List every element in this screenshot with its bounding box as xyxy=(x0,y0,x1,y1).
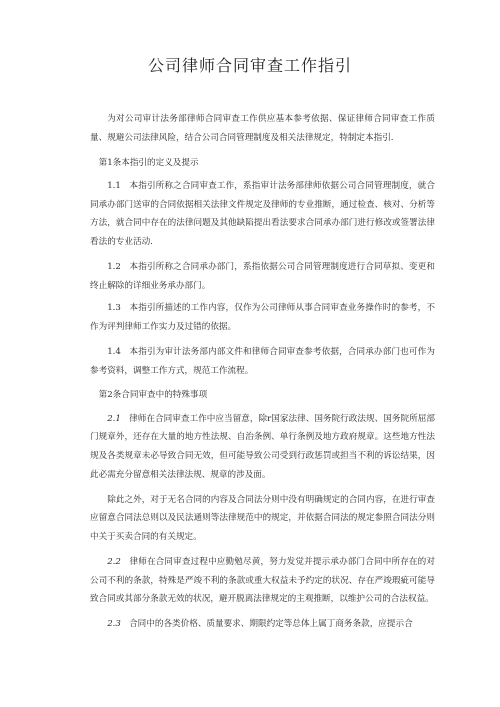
clause-number: 2.3 xyxy=(107,619,121,630)
clause-text: 本指引所称之合同审查工作，系指审计法务部律师依据公司合同管理制度，就合同承办部门送审的合同依据相关法律文件规定及律师的专业推断，通过检查、核对、分析等方法，就合同中存在的法律问题及其他缺陷提出看法要求合同承办部门进行修改或签署法律看法的专业活动. xyxy=(90,180,435,247)
document-body xyxy=(90,110,435,640)
clause-text: 本指引所称之合同承办部门，系指依据公司合同管理制度进行合同草拟、变更和终止解除的详细业务承办部门。 xyxy=(90,261,435,291)
clause-1-2 xyxy=(90,258,435,295)
section-heading-2: 第2条合同审查中的特殊事项 xyxy=(98,390,208,401)
section-heading-1: 第1条本指引的定义及提示 xyxy=(98,157,199,168)
clause-1-3 xyxy=(90,299,435,336)
clause-text: 除此之外，对于无名合同的内容及合同法分则中没有明确规定的合同内容，在进行审查应留意合同法总则以及民法通则等法律规范中的规定，并依据合同法的规定参照合同法分则中关于买卖合同的有关规定。 xyxy=(90,494,435,542)
clause-2-1-continued xyxy=(90,491,435,547)
clause-text: 本指引为审计法务部内部文件和律师合同审查参考依据，合同承办部门也可作为参考资料，调整工作方式，规范工作流程。 xyxy=(90,346,435,376)
document-title: 公司律师合同审查工作指引 xyxy=(147,56,352,75)
clause-number: 1.2 xyxy=(107,261,121,272)
clause-number: 1.1 xyxy=(107,180,121,191)
clause-number: 1.4 xyxy=(107,346,121,357)
clause-number: 2.1 xyxy=(107,413,121,424)
clause-text: 本指引所描述的工作内容，仅作为公司律师从事合同审查业务操作时的参考，不作为评判律师工作实力及过错的依据。 xyxy=(90,303,435,332)
clause-text: 合同中的各类价格、质量要求、期限约定等总体上属丁商务条款，应提示合 xyxy=(129,619,413,630)
clause-number: 1.3 xyxy=(107,303,121,314)
clause-text: 律师在合同审查过程中应勤勉尽黄，努力发觉并提示承办部门合同中所存在的对公司不利的条款，特殊是严竣不利的条款或重大权益未予约定的状况、存在严竣瑕疵可能导致合同或其部分条款无效的状况，避开脱离法律规定的主观推断，以维护公司的合法权益。 xyxy=(90,556,435,605)
clause-2-2 xyxy=(90,553,435,609)
clause-1-4 xyxy=(90,343,435,380)
clause-2-3 xyxy=(90,615,435,634)
clause-text: 律师在合同审查工作中应当留意，除r国家法律、国务院行政法规、国务院所屈部门规章外，还存在大量的地方性法规、自治条例、单行条例及地方政府规章。这些地方性法规及各类规章未必导致合同无效，但可能导致公司受到行政惩罚或担当不利的诉讼结果，因此必需充分留意相关法律法规、规章的涉及面。 xyxy=(90,413,435,480)
intro-paragraph: 为对公司审计法务部律师合同审查工作供应基本参考依据、保证律师合同审查工作质量、规避公司法律风险，结合公司合同管理制度及相关法律规定，特制定本指引. xyxy=(90,114,435,143)
clause-number: 2.2 xyxy=(107,556,121,567)
clause-2-1 xyxy=(90,410,435,485)
clause-1-1 xyxy=(90,177,435,252)
